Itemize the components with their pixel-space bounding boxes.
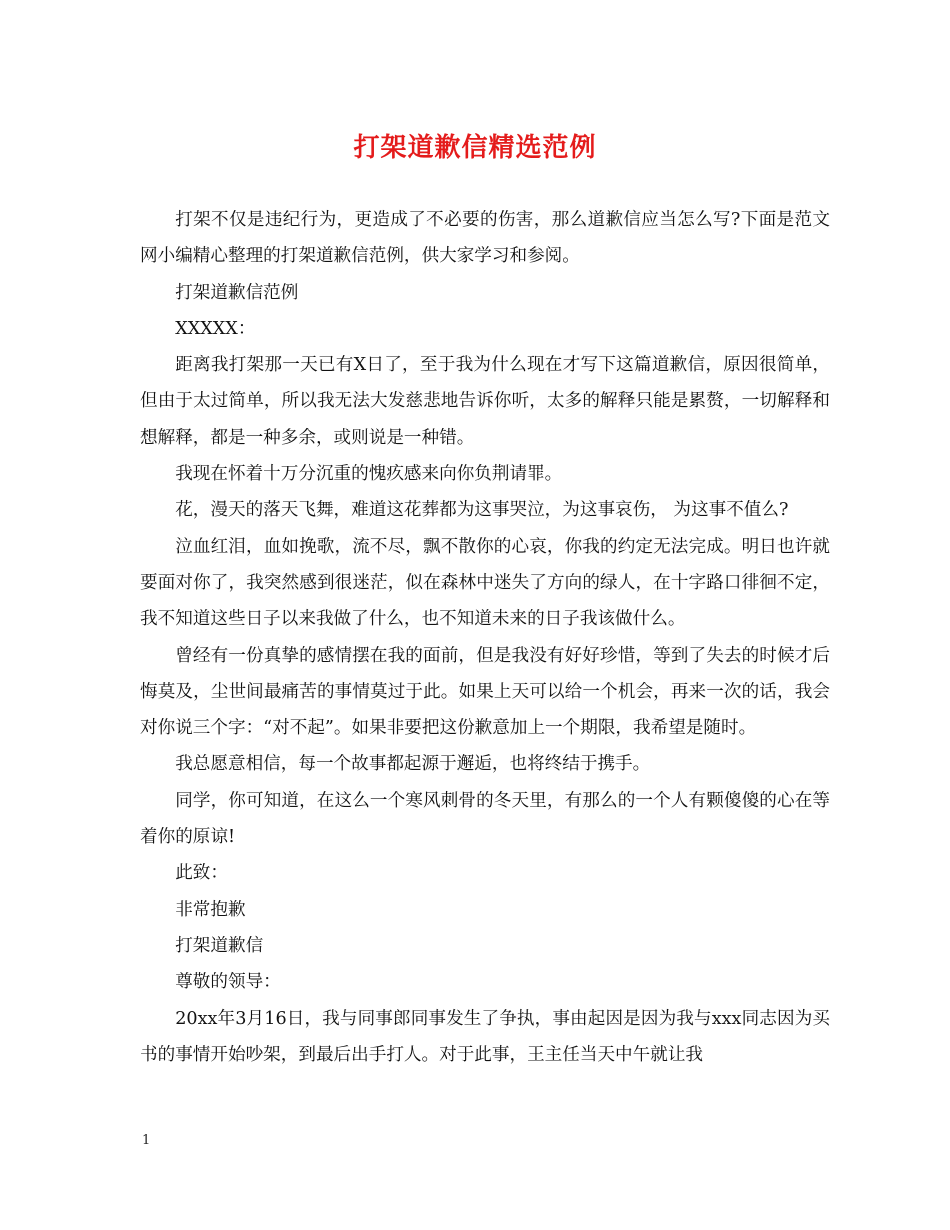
paragraph-body: 距离我打架那一天已有X日了，至于我为什么现在才写下这篇道歉信，原因很简单，但由于太过简单，所以我无法大发慈悲地告诉你听，太多的解释只能是累赘，一切解释和想解释，都是一种多余，或则说是一种错。 (140, 355, 830, 448)
paragraph-body: 我现在怀着十万分沉重的愧疚感来向你负荆请罪。 (175, 464, 563, 485)
paragraph-body: 泣血红泪，血如挽歌，流不尽，飘不散你的心哀，你我的约定无法完成。明日也许就要面对你了，我突然感到很迷茫，似在森林中迷失了方向的绿人，在十字路口徘徊不定，我不知道这些日子以来我做了什么，也不知道未来的日子我该做什么。 (140, 536, 830, 630)
paragraph-intro: 打架不仅是违纪行为，更造成了不必要的伤害，那么道歉信应当怎么写?下面是范文网小编精心整理的打架道歉信范例，供大家学习和参阅。 (140, 210, 830, 267)
paragraph-salutation: XXXXX： (175, 318, 256, 339)
page-number: 1 (142, 1133, 151, 1148)
document-title: 打架道歉信精选范例 (353, 133, 597, 163)
paragraph-subheading: 打架道歉信 (175, 935, 264, 956)
paragraph-body: 我总愿意相信，每一个故事都起源于邂逅，也将终结于携手。 (175, 754, 651, 775)
paragraph-heading-example: 打架道歉信范例 (175, 282, 299, 303)
paragraph-signoff: 非常抱歉 (175, 899, 246, 920)
paragraph-body: 20xx年3月16日，我与同事郎同事发生了争执，事由起因是因为我与xxx同志因为买书的事情开始吵架，到最后出手打人。对于此事，王主任当天中午就让我 (140, 1008, 830, 1065)
paragraph-closing: 此致： (175, 863, 228, 884)
paragraph-body: 曾经有一份真挚的感情摆在我的面前，但是我没有好好珍惜，等到了失去的时候才后悔莫及，尘世间最痛苦的事情莫过于此。如果上天可以给一个机会，再来一次的话，我会对你说三个字：“对不起”。如果非要把这份歉意加上一个期限，我希望是随时。 (140, 645, 830, 739)
paragraph-body: 同学，你可知道，在这么一个寒风刺骨的冬天里，有那么的一个人有颗傻傻的心在等着你的原谅! (140, 790, 830, 848)
paragraph-body: 花，漫天的落天飞舞，难道这花葬都为这事哭泣，为这事哀伤， 为这事不值么? (175, 500, 789, 521)
document-body (140, 202, 830, 1073)
paragraph-salutation: 尊敬的领导： (175, 972, 281, 993)
